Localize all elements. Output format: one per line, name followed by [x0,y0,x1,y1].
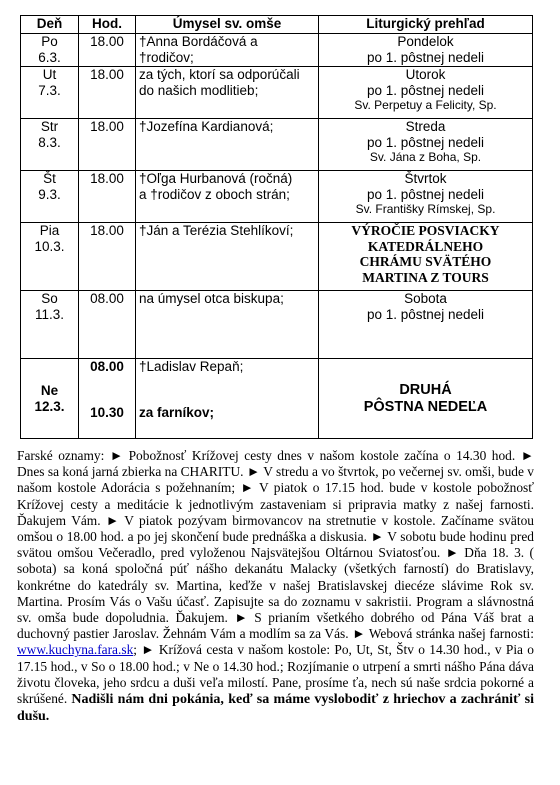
intention-second: za farníkov; [139,404,215,420]
table-row [21,171,533,223]
day-cell: So 11.3. [21,291,79,359]
saint-note: Sv. Perpetuy a Felicity, Sp. [354,98,497,112]
hour-cell [79,359,136,439]
table-row [21,291,533,359]
announcements-text: Farské oznamy: ► Pobožnosť Krížovej cesty dnes v našom kostole začína o 14.30 hod. ► Dnes sa koná jarná zbierka na CHARITU. ► V stredu a vo štvrtok, po večernej sv. omši, bude v našom kostole Adorácia s požehnaním; ► V piatok o 17.15 hod. bude v kostole pobožnosť Krížovej cesty a meditácie k jednotlivým zastaveniam si pripravia matky z našej farnosti. Ďakujem Vám. ► V piatok pozývam birmovancov na stretnutie v kostole. Začíname svätou omšou o 18.00 hod. a po jej skončení bude prednáška a diskusia. ► V sobotu bude hodinu pred svätou omšou Večeradlo, pred vyloženou Najsvätejšou Oltárnou Sviatosťou. ► Dňa 18. 3. ( sobota) sa koná spoločná púť nášho dekanátu Malacky (všetkých farností) do Bratislavy, konkrétne do katedrály sv. Martina, keďže v našej Bratislavskej diecéze slávime Rok sv. Martina. Prosím Vás o Vašu účasť. Zapisujte sa do zoznamu v sakristii. Program a slávnostná sv. omša bude dopoludnia. Ďakujem. ► S prianím všetkého dobrého od Pána Váš brat a duchovný pastier Jaroslav. Žehnám Vám a modlím sa za Vás. ► Webová stránka našej farnosti: [17,448,534,642]
liturgy-cell: DRUHÁ PÔSTNA NEDEĽA [319,359,533,439]
intention-cell: za tých, ktorí sa odporúčali do našich modlitieb; [136,67,319,119]
liturgy-cell: Pondelok po 1. pôstnej nedeli [319,34,533,67]
parish-website-link[interactable]: www.kuchyna.fara.sk [17,642,134,658]
intention-first: †Ladislav Repaň; [139,359,244,374]
liturgy-cell: Sobota po 1. pôstnej nedeli [319,291,533,359]
intention-cell: †Anna Bordáčová a †rodičov; [136,34,319,67]
day-cell: Ut 7.3. [21,67,79,119]
liturgy-cell: Streda po 1. pôstnej nedeli Sv. Jána z Boha, Sp. [319,119,533,171]
table-header-row [21,16,533,34]
intention-cell: †Oľga Hurbanová (ročná) a †rodičov z oboch strán; [136,171,319,223]
intention-cell: na úmysel otca biskupa; [136,291,319,359]
day-cell: Pia 10.3. [21,223,79,291]
intention-cell [136,359,319,439]
header-day: Deň [21,16,79,34]
hour-cell: 08.00 [79,291,136,359]
intention-cell: †Ján a Terézia Stehlíkoví; [136,223,319,291]
header-liturgy: Liturgický prehľad [319,16,533,34]
hour-cell: 18.00 [79,34,136,67]
table-row [21,67,533,119]
intention-cell: †Jozefína Kardianová; [136,119,319,171]
parish-announcements [17,448,534,725]
hour-cell: 18.00 [79,171,136,223]
hour-second: 10.30 [90,404,124,420]
table-row [21,34,533,67]
saint-note: Sv. Františky Rímskej, Sp. [355,202,496,216]
closing-emphasis: Nadišli nám dni pokánia, keď sa máme vyslobodiť z hriechov a zachrániť si dušu. [17,692,534,725]
feast-cell: VÝROČIE POSVIACKY KATEDRÁLNEHO CHRÁMU SVÄTÉHO MARTINA Z TOURS [319,223,533,291]
schedule-table [20,15,533,439]
header-intention: Úmysel sv. omše [136,16,319,34]
table-row-sunday [21,359,533,439]
hour-cell: 18.00 [79,67,136,119]
saint-note: Sv. Jána z Boha, Sp. [369,150,482,164]
hour-cell: 18.00 [79,119,136,171]
header-hour: Hod. [79,16,136,34]
hour-cell: 18.00 [79,223,136,291]
day-cell: Str 8.3. [21,119,79,171]
table-row [21,223,533,291]
day-cell: Št 9.3. [21,171,79,223]
liturgy-cell: Utorok po 1. pôstnej nedeli Sv. Perpetuy a Felicity, Sp. [319,67,533,119]
liturgy-cell: Štvrtok po 1. pôstnej nedeli Sv. Františky Rímskej, Sp. [319,171,533,223]
table-row [21,119,533,171]
hour-first: 08.00 [90,359,124,374]
day-cell: Ne 12.3. [21,359,79,439]
announcements-text-cont: ; ► Krížová cesta v našom kostole: Po, Ut, St, Štv o 14.30 hod., v Pia o 17.15 hod., v So o 18.00 hod.; v Ne o 14.30 hod.; Rozjímanie o utrpení a smrti nášho Pána dáva životu človeka, jeho srdcu a duši veľa milostí. Pane, prosíme ťa, nech sú naše srdcia pokorné a skrúšené. [17,642,534,707]
day-cell: Po 6.3. [21,34,79,67]
